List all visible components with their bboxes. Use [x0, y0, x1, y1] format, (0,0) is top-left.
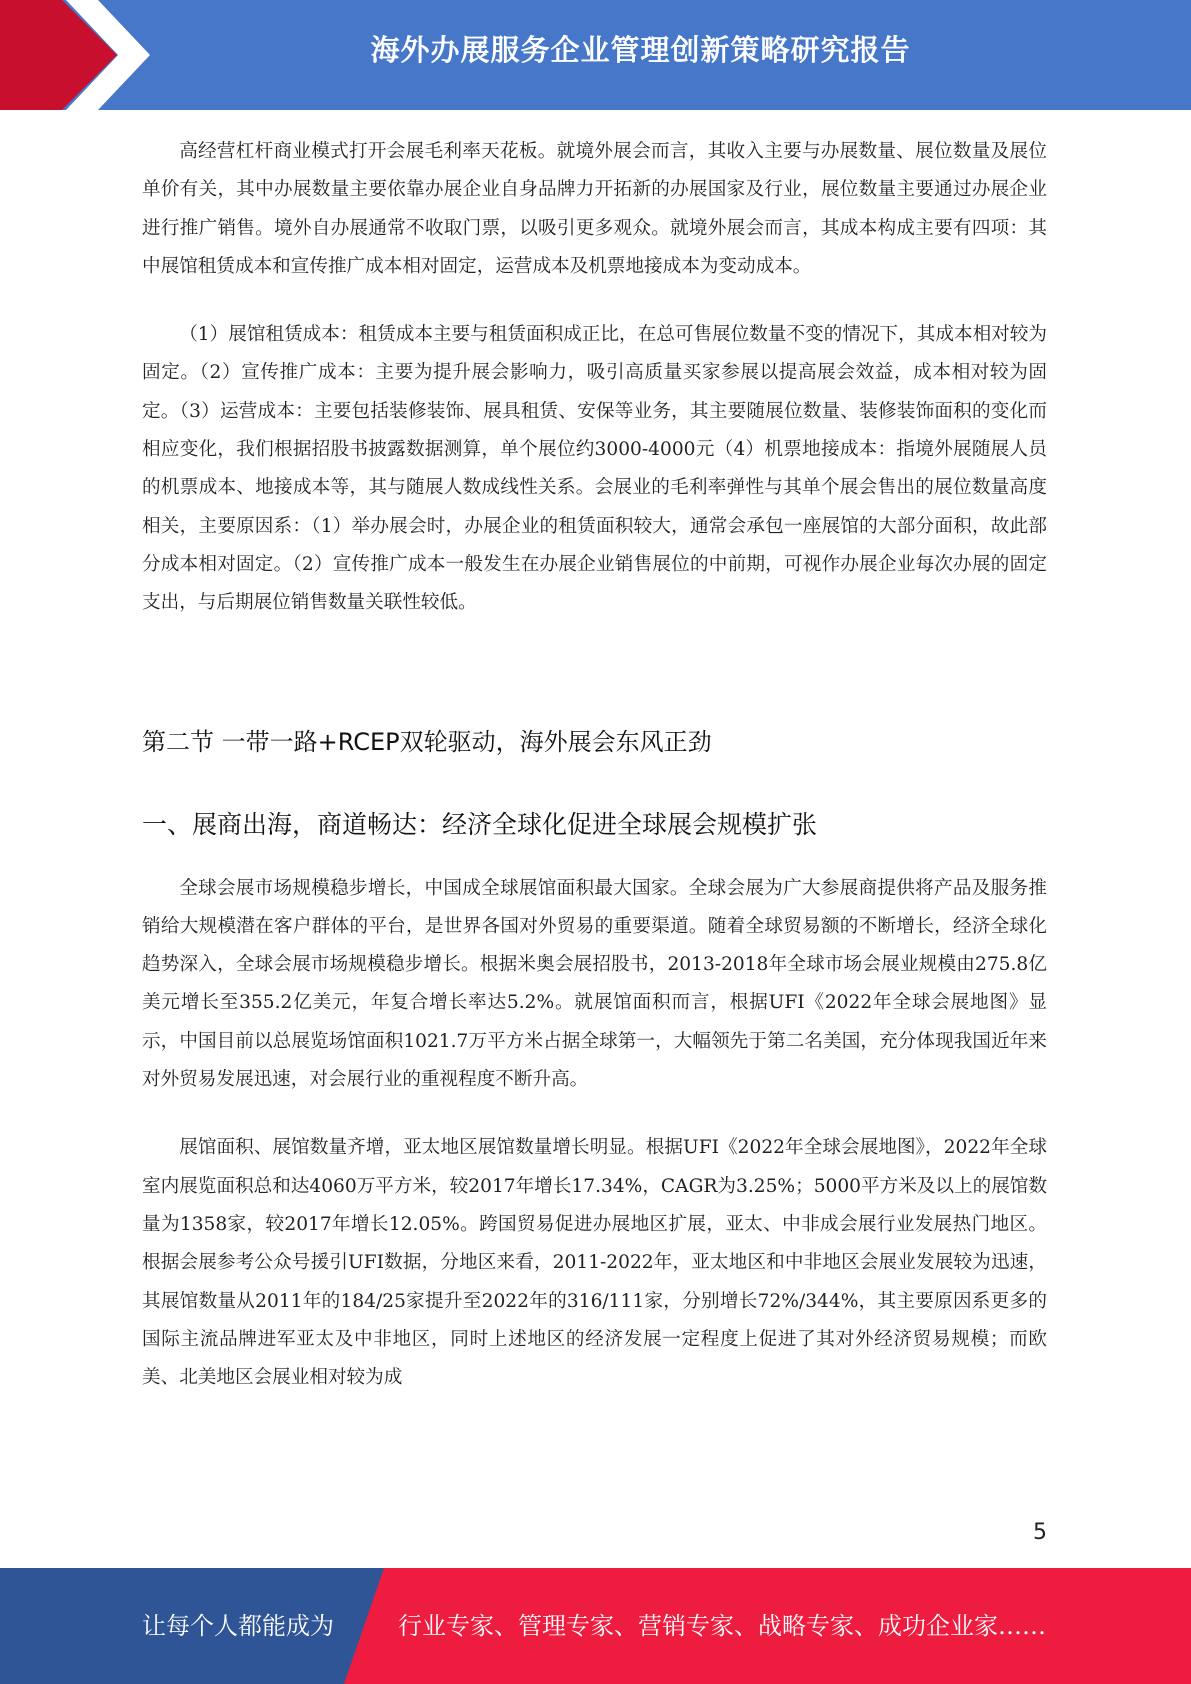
page-header [0, 0, 1191, 110]
page-footer [0, 1568, 1191, 1684]
page-number: 5 [1033, 1520, 1047, 1545]
footer-slogan-left: 让每个人都能成为 [142, 1612, 334, 1640]
paragraph-global-market: 全球会展市场规模稳步增长，中国成全球展馆面积最大国家。全球会展为广大参展商提供将产品及服务推销给大规模潜在客户群体的平台，是世界各国对外贸易的重要渠道。随着全球贸易额的不断增长，经济全球化趋势深入，全球会展市场规模稳步增长。根据米奥会展招股书，2013-2018年全球市场会展业规模由275.8亿美元增长至355.2亿美元，年复合增长率达5.2%。就展馆面积而言，根据UFI《2022年全球会展地图》显示，中国目前以总展览场馆面积1021.7万平方米占据全球第一，大幅领先于第二名美国，充分体现我国近年来对外贸易发展迅速，对会展行业的重视程度不断升高。 [142, 877, 1047, 1091]
paragraph-cost-structure: （1）展馆租赁成本：租赁成本主要与租赁面积成正比，在总可售展位数量不变的情况下，其成本相对较为固定。（2）宣传推广成本：主要为提升展会影响力，吸引高质量买家参展以提高展会效益，成本相对较为固定。（3）运营成本：主要包括装修装饰、展具租赁、安保等业务，其主要随展位数量、装修装饰面积的变化而相应变化，我们根据招股书披露数据测算，单个展位约3000-4000元（4）机票地接成本：指境外展随展人员的机票成本、地接成本等，其与随展人数成线性关系。会展业的毛利率弹性与其单个展会售出的展位数量高度相关，主要原因系：（1）举办展会时，办展企业的租赁面积较大，通常会承包一座展馆的大部分面积，故此部分成本相对固定。（2）宣传推广成本一般发生在办展企业销售展位的中前期，可视作办展企业每次办展的固定支出，与后期展位销售数量关联性较低。 [142, 324, 1047, 614]
main-content [142, 133, 1047, 1397]
sub-section-title: 一、展商出海，商道畅达：经济全球化促进全球展会规模扩张 [142, 809, 818, 839]
section-title: 第二节 一带一路+RCEP双轮驱动，海外展会东风正劲 [142, 727, 712, 756]
paragraph-venue-growth: 展馆面积、展馆数量齐增，亚太地区展馆数量增长明显。根据UFI《2022年全球会展地图》，2022年全球室内展览面积总和达4060万平方米，较2017年增长17.34%，CAGR为3.25%；5000平方米及以上的展馆数量为1358家，较2017年增长12.05%。跨国贸易促进办展地区扩展，亚太、中非成会展行业发展热门地区。根据会展参考公众号援引UFI数据，分地区来看，2011-2022年，亚太地区和中非地区会展业发展较为迅速，其展馆数量从2011年的184/25家提升至2022年的316/111家，分别增长72%/344%，其主要原因系更多的国际主流品牌进军亚太及中非地区，同时上述地区的经济发展一定程度上促进了其对外经济贸易规模；而欧美、北美地区会展业相对较为成 [142, 1137, 1047, 1389]
footer-slogan-right: 行业专家、管理专家、营销专家、战略专家、成功企业家…… [398, 1612, 1046, 1640]
report-title: 海外办展服务企业管理创新策略研究报告 [370, 33, 911, 67]
paragraph-operating-leverage: 高经营杠杆商业模式打开会展毛利率天花板。就境外展会而言，其收入主要与办展数量、展位数量及展位单价有关，其中办展数量主要依靠办展企业自身品牌力开拓新的办展国家及行业，展位数量主要通过办展企业进行推广销售。境外自办展通常不收取门票，以吸引更多观众。就境外展会而言，其成本构成主要有四项：其中展馆租赁成本和宣传推广成本相对固定，运营成本及机票地接成本为变动成本。 [142, 141, 1047, 277]
